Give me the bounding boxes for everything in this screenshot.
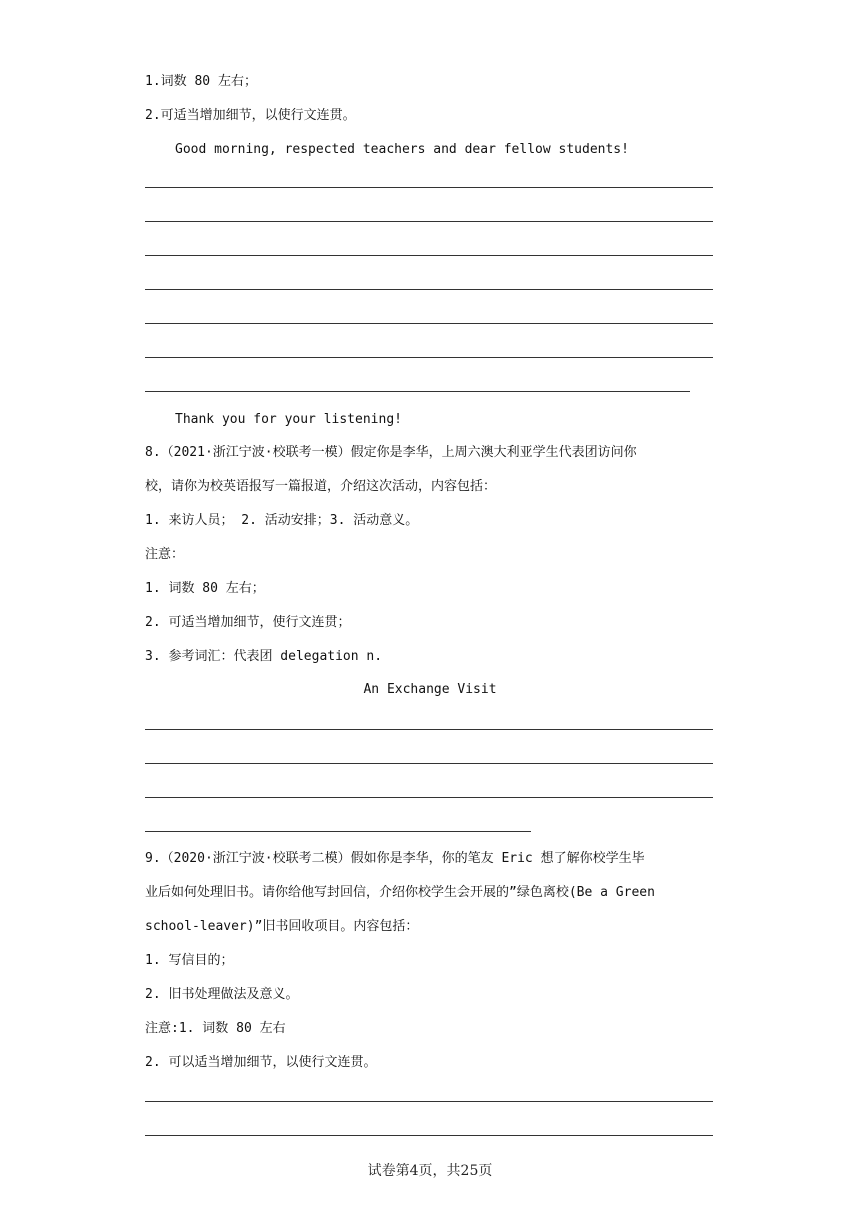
q8-stem-line-1: 8.（2021·浙江宁波·校联考一模）假定你是李华，上周六澳大利亚学生代表团访问你 — [145, 445, 637, 460]
q8-note-label: 注意： — [145, 547, 185, 562]
requirement-2: 2.可适当增加细节，以使行文连贯。 — [145, 108, 356, 123]
q8-note-3: 3. 参考词汇：代表团 delegation n. — [145, 649, 383, 664]
q9-stem-line-2: 业后如何处理旧书。请你给他写封回信，介绍你校学生会开展的”绿色离校(Be a Green — [145, 885, 655, 900]
writing-line — [145, 1135, 713, 1136]
writing-line — [145, 391, 690, 392]
q8-essay-title: An Exchange Visit — [363, 682, 497, 697]
writing-line — [145, 763, 713, 764]
writing-line — [145, 357, 713, 358]
requirement-1: 1.词数 80 左右； — [145, 74, 257, 89]
q9-note-1: 注意:1. 词数 80 左右 — [145, 1021, 286, 1036]
writing-line — [145, 1101, 713, 1102]
q9-point-2: 2. 旧书处理做法及意义。 — [145, 987, 299, 1002]
q9-point-1: 1. 写信目的； — [145, 953, 234, 968]
writing-line — [145, 831, 531, 832]
q9-stem-line-3: school-leaver)”旧书回收项目。内容包括： — [145, 919, 419, 934]
q9-stem-line-1: 9.（2020·浙江宁波·校联考二模）假如你是李华，你的笔友 Eric 想了解你校学生毕 — [145, 851, 645, 866]
writing-line — [145, 289, 713, 290]
q8-note-1: 1. 词数 80 左右； — [145, 581, 265, 596]
writing-line — [145, 797, 713, 798]
page-footer: 试卷第4页，共25页 — [367, 1163, 493, 1179]
opening-line: Good morning, respected teachers and dear fellow students! — [175, 142, 629, 157]
writing-line — [145, 729, 713, 730]
writing-line — [145, 187, 713, 188]
q8-note-2: 2. 可适当增加细节，使行文连贯； — [145, 615, 351, 630]
q8-content-points: 1. 来访人员； 2. 活动安排；3. 活动意义。 — [145, 513, 419, 528]
q9-note-2: 2. 可以适当增加细节，以使行文连贯。 — [145, 1055, 377, 1070]
writing-line — [145, 221, 713, 222]
q8-stem-line-2: 校，请你为校英语报写一篇报道，介绍这次活动，内容包括： — [145, 479, 497, 494]
writing-line — [145, 323, 713, 324]
closing-line: Thank you for your listening! — [175, 412, 402, 427]
writing-line — [145, 255, 713, 256]
